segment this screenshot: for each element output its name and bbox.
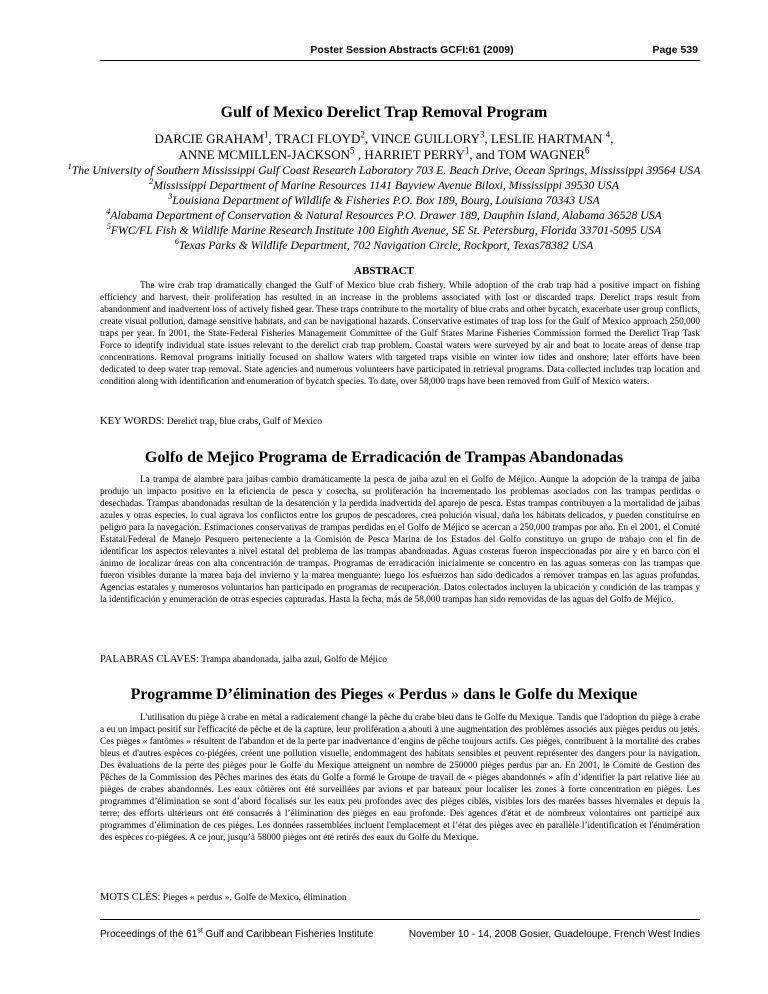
keywords-text: Pieges « perdus », Golfe de Mexico, élimination xyxy=(162,893,347,903)
spanish-title: Golfo de Mejico Programa de Erradicación de Trampas Abandonadas xyxy=(144,449,624,466)
keywords-label: PALABRAS CLAVES: xyxy=(100,654,199,665)
keywords-label: KEY WORDS: xyxy=(100,416,165,427)
spanish-abstract: La trampa de alambre para jaibas cambio dramáticamente la pesca de jaiba azul en el Golfo de Méjico. Aunque la adopción de la trampa de jaiba produjo un impacto positivo en la eficiencia de pesca y cosecha, su proliferación ha incrementado los problemas asociados con las trampas perdidas o desechadas. Trampas abandonadas resultan de la desatención y la perdida inadvertida del aparejo de pesca. Estas trampas contribuyen a la mortalidad de jaibas azules y otras especies, lo cual agrava los conflictos entre los grupos de pescadores, crea polución visual, daña los hábitats delicados, y pueden constituirse en peligro para la navegación. Estimaciones conservativas de trampas perdidas en el Golfo de Méjico se acercan a 250,000 trampas por año. En el 2001, el Comité Estatal/Federal de Manejo Pesquero perteneciente a la Comisión de Pesca Marina de los Estados del Golfo constituyo un grupo de trabajo con el fin de identificar los aspectos relevantes a nivel estatal del problema de las trampas abandonadas. Aguas costeras fueron inspeccionadas por aire y en barco con el ánimo de localizar áreas con alta concentración de trampas. Programas de erradicación inicialmente se concentro en las aguas someras con las trampas que fueron visibles durante la marea baja del invierno y la marea menguante; luego los esfuerzos han sido dedicados a remover trampas en las aguas profundas. Agencias estatales y numerosos voluntarios han participado en programas de recuperación. Datos colectados incluyen la ubicación y condición de las trampas y la identificación y enumeración de otras especies capturadas. Hasta la fecha, más de 58,000 trampas han sido removidas de las aguas del Golfo de Méjico. xyxy=(100,475,700,605)
french-abstract: L'utilisation du piège à crabe en métal a radicalement changé la pêche du crabe bleu dans le Golfe du Mexique. Tandis que l'adoption du piège à crabe a eu un impact positif sur l'efficacité de pêche et de la capture, leur prolifération a abouti à une augmentation des problèmes associés aux pièges perdus ou jetés. Ces pièges « fantômes » résultent de l'abandon et de la perte par inadvertance d’engins de pêche toujours actifs. Ces pièges, contribuent à la mortalité des crabes bleus et d'autres espèces co-piégées, créent une pollution visuelle, endommagent des habitats sensibles et peuvent représenter des dangers pour la navigation. Des évaluations de la perte des pièges pour le Golfe du Mexique atteignent un nombre de 250000 pièges perdus par an. En 2001, le Comité de Gestion des Pêches de la Commission des Pêches marines des états du Golfe a formé le Groupe de travail de « pièges abandonnés » afin d’identifier la part relative liée au pièges de crabes abandonnés. Les eaux côtières ont été surveillées par avions et par bateaux pour localiser les zones à forte concentration en pièges. Les programmes d’élimination se sont d’abord focalisés sur les eaux peu profondes avec des pièges ciblés, visibles lors des marées basses hivernales et depuis la terre; des efforts ultérieurs ont été consacrés à l’élimination des pièges en eau profonde. Des agences d'état et de nombreux volontaires ont participé aux programmes d’élimination de ces pièges. Les données rassemblées incluent l'emplacement et l’état des pièges avec en parallèle l’identification et l'énumération des espèces co-piégées. A ce jour, jusqu’à 58000 pièges ont été retirés des eaux du Golfe du Mexique. xyxy=(100,713,700,843)
english-keywords xyxy=(100,416,700,427)
french-title: Programme D’élimination des Pieges « Perdus » dans le Golfe du Mexique xyxy=(130,686,638,703)
running-title: Poster Session Abstracts GCFI:61 (2009) xyxy=(310,44,514,56)
affiliation-5: $^5$FWC/FL Fish & Wildlife Marine Research Institute 100 Eighth Avenue, SE St. Petersburg, Florida 33701-5095 USA xyxy=(106,222,662,237)
page-number: Page 539 xyxy=(652,44,698,56)
keywords-label: MOTS CLÉS: xyxy=(100,892,161,903)
spanish-keywords xyxy=(100,654,700,665)
abstract-heading: ABSTRACT xyxy=(354,265,414,277)
keywords-text: Derelict trap, blue crabs, Gulf of Mexico xyxy=(166,417,322,427)
running-header xyxy=(100,35,700,61)
author-line-1: DARCIE GRAHAM$^1$, TRACI FLOYD$^2$, VINCE GUILLORY$^3$, LESLIE HARTMAN $^4$, xyxy=(154,129,614,146)
affiliations xyxy=(52,163,716,253)
affiliation-3: $^3$Louisiana Department of Wildlife & Fisheries P.O. Box 189, Bourg, Louisiana 70343 USA xyxy=(168,192,600,207)
affiliation-6: $^6$Texas Parks & Wildlife Department, 702 Navigation Circle, Rockport, Texas78382 USA xyxy=(174,237,594,252)
proceedings-citation: Proceedings of the 61st Gulf and Caribbean Fisheries Institute xyxy=(100,927,374,940)
affiliation-4: $^4$Alabama Department of Conservation & Natural Resources P.O. Drawer 189, Dauphin Island, Alabama 36528 USA xyxy=(106,207,662,222)
author-line-2: ANNE MCMILLEN-JACKSON$^5$ , HARRIET PERRY$^1$, and TOM WAGNER$^6$ xyxy=(178,145,590,162)
affiliation-1-2: $^1$The University of Southern Mississippi Gulf Coast Research Laboratory 703 E. Beach Drive, Ocean Springs, Mississippi 39564 USA $^2$Mississippi Department of Marine Resources 1141 Bayview Avenue Biloxi, Mississippi 39530 USA xyxy=(67,162,701,192)
author-list xyxy=(60,131,708,163)
english-title: Gulf of Mexico Derelict Trap Removal Program xyxy=(220,104,548,121)
english-abstract: The wire crab trap dramatically changed the Gulf of Mexico blue crab fishery. While adoption of the crab trap had a positive impact on fishing efficiency and harvest, their proliferation has resulted in an increase in the problems associated with lost or discarded traps. Derelict traps result from abandonment and inadvertent loss of actively fished gear. These traps contribute to the mortality of blue crabs and other bycatch, exacerbate user group conflicts, create visual pollution, damage sensitive habitats, and can be navigational hazards. Conservative estimates of trap loss for the Gulf of Mexico approach 250,000 traps per year. In 2001, the State-Federal Fisheries Management Committee of the Gulf States Marine Fisheries Commission formed the Derelict Trap Task Force to identify individual state issues relevant to the derelict crab trap problem. Coastal waters were surveyed by air and boat to locate areas of dense trap concentrations. Removal programs initially focused on shallow waters with targeted traps visible on winter low tides and onshore; later efforts have been dedicated to deep water trap removal. State agencies and numerous volunteers have participated in retrieval programs. Data collected includes trap location and condition along with identification and enumeration of bycatch species. To date, over 58,000 traps have been removed from Gulf of Mexico waters. xyxy=(100,281,700,387)
french-keywords xyxy=(100,892,700,903)
page-footer xyxy=(100,919,700,944)
keywords-text: Trampa abandonada, jaiba azul, Golfo de Méjico xyxy=(201,655,388,665)
conference-dates-location: November 10 - 14, 2008 Gosier, Guadeloupe, French West Indies xyxy=(408,929,700,940)
